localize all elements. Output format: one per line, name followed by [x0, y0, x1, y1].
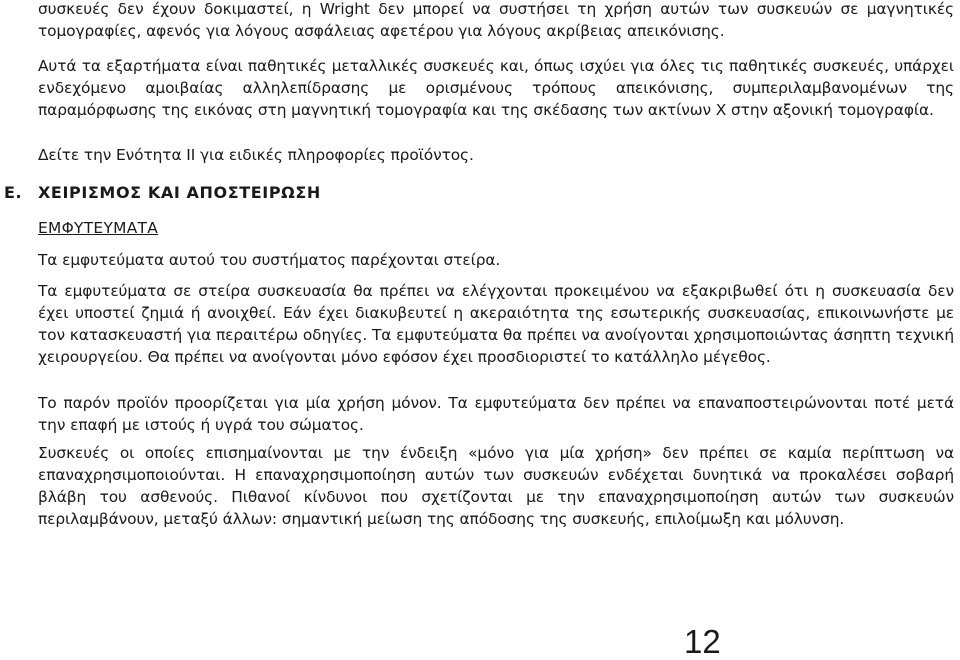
paragraph-mri-continuation: συσκευές δεν έχουν δοκιμαστεί, η Wright δεν μπορεί να συστήσει τη χρήση αυτών των συσκευών σε μαγνητικές τομογραφίες, αφενός για λόγους ασφάλειας αφετέρου για λόγους ακρίβειας απεικόνισης.: [38, 0, 954, 40]
subheading-implants: ΕΜΦΥΤΕΥΜΑΤΑ: [38, 219, 159, 237]
section-heading: [4, 182, 321, 204]
paragraph-sterile: Τα εμφυτεύματα αυτού του συστήματος παρέχονται στείρα.: [38, 251, 501, 269]
paragraph-see-section: Δείτε την Ενότητα II για ειδικές πληροφορίες προϊόντος.: [38, 146, 474, 164]
paragraph-reuse-risks: Συσκευές οι οποίες επισημαίνονται με την ένδειξη «μόνο για μία χρήση» δεν πρέπει σε καμία περίπτωση να επαναχρησιμοποιούνται. Η επαναχρησιμοποίηση αυτών των συσκευών ενδέχεται δυνητικά να προκαλέσει σοβαρή βλάβη του ασθενούς. Πιθανοί κίνδυνοι που σχετίζονται με την επαναχρησιμοποίηση αυτών των συσκευών περιλαμβάνουν, μεταξύ άλλων: σημαντική μείωση της απόδοσης της συσκευής, επιλοίμωξη και μόλυνση.: [38, 444, 954, 528]
section-title: ΧΕΙΡΙΣΜΟΣ ΚΑΙ ΑΠΟΣΤΕΙΡΩΣΗ: [38, 183, 321, 202]
page-number: 12: [684, 623, 721, 660]
paragraph-single-use: Το παρόν προϊόν προορίζεται για μία χρήση μόνον. Τα εμφυτεύματα δεν πρέπει να επαναποστειρώνονται ποτέ μετά την επαφή με ιστούς ή υγρά του σώματος.: [38, 394, 954, 434]
section-number: E.: [4, 183, 23, 202]
paragraph-imaging-interference: Αυτά τα εξαρτήματα είναι παθητικές μεταλλικές συσκευές και, όπως ισχύει για όλες τις παθητικές συσκευές, υπάρχει ενδεχόμενο αμοιβαίας αλληλεπίδρασης με ορισμένους τρόπους απεικόνισης, συμπεριλαμβανομένων της παραμόρφωσης της εικόνας στη μαγνητική τομογραφία και της σκέδασης των ακτίνων X στην αξονική τομογραφία.: [38, 57, 954, 119]
paragraph-package-inspection: Τα εμφυτεύματα σε στείρα συσκευασία θα πρέπει να ελέγχονται προκειμένου να εξακριβωθεί ότι η συσκευασία δεν έχει υποστεί ζημιά ή ανοιχθεί. Εάν έχει διακυβευτεί η ακεραιότητα της εσωτερικής συσκευασίας, επικοινωνήστε με τον κατασκευαστή για περαιτέρω οδηγίες. Τα εμφυτεύματα θα πρέπει να ανοίγονται χρησιμοποιώντας άσηπτη τεχνική χειρουργείου. Θα πρέπει να ανοίγονται μόνο εφόσον έχει προσδιοριστεί το κατάλληλο μέγεθος.: [38, 282, 954, 366]
